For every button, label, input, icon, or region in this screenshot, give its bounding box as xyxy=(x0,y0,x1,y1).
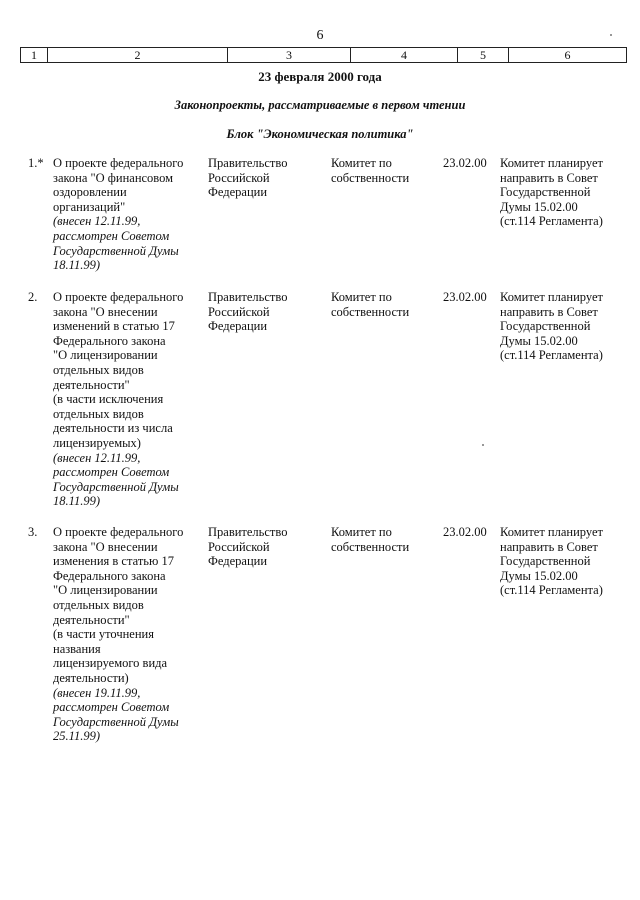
bill-title-line: названия xyxy=(53,641,101,656)
committee-line: Комитет по xyxy=(331,156,392,170)
section-heading: Законопроекты, рассматриваемые в первом чтении xyxy=(174,98,466,112)
bill-author xyxy=(208,525,328,569)
committee-line: собственности xyxy=(331,539,410,554)
column-number-3: 3 xyxy=(228,48,351,62)
author-line: Российской xyxy=(208,304,270,319)
author-line: Правительство xyxy=(208,290,288,304)
committee-action xyxy=(500,525,625,598)
action-line: Думы 15.02.00 xyxy=(500,568,578,583)
bill-title-line: О проекте федерального xyxy=(53,290,184,304)
bill-title-line: лицензируемых) xyxy=(53,435,141,450)
column-number-6: 6 xyxy=(564,48,571,62)
bill-note-line: (внесен 19.11.99, xyxy=(53,685,141,700)
action-line: (ст.114 Регламента) xyxy=(500,583,603,598)
column-number-header xyxy=(20,47,627,63)
committee-line: Комитет по xyxy=(331,525,392,539)
bill-title-line: отдельных видов xyxy=(53,406,144,421)
author-line: Федерации xyxy=(208,185,268,200)
bill-title-line: деятельности" xyxy=(53,377,130,392)
bill-title-line: "О лицензировании xyxy=(53,348,158,363)
bill-title-line: Федерального закона xyxy=(53,568,166,583)
author-line: Федерации xyxy=(208,554,268,569)
consideration-date: 23.02.00 xyxy=(443,525,487,539)
bill-title-line: закона "О финансовом xyxy=(53,170,174,185)
author-line: Федерации xyxy=(208,319,268,334)
bill-title xyxy=(53,290,203,509)
bill-note-line: Государственной Думы xyxy=(53,714,179,729)
column-number-5: 5 xyxy=(458,48,509,62)
bill-note-line: рассмотрен Советом xyxy=(53,700,170,715)
bill-title-line: отдельных видов xyxy=(53,362,144,377)
column-number-2: 2 xyxy=(48,48,228,62)
bill-author xyxy=(208,156,328,200)
bill-note-line: Государственной Думы xyxy=(53,243,179,258)
date-heading: 23 февраля 2000 года xyxy=(258,69,382,84)
scan-speck xyxy=(482,444,484,446)
bill-title-line: изменений в статью 17 xyxy=(53,319,175,334)
action-line: Государственной xyxy=(500,185,591,200)
column-number-4: 4 xyxy=(351,48,458,62)
block-heading: Блок "Экономическая политика" xyxy=(226,127,414,141)
bill-title-line: О проекте федерального xyxy=(53,525,184,539)
bill-note-line: рассмотрен Советом xyxy=(53,228,170,243)
bill-title-line: О проекте федерального xyxy=(53,156,184,170)
bill-title-line: закона "О внесении xyxy=(53,539,158,554)
bill-title-line: оздоровлении xyxy=(53,185,127,200)
action-line: направить в Совет xyxy=(500,304,598,319)
responsible-committee xyxy=(331,525,441,554)
column-number-1: 1 xyxy=(21,48,48,62)
author-line: Российской xyxy=(208,539,270,554)
bill-note-line: (внесен 12.11.99, xyxy=(53,450,141,465)
bill-author xyxy=(208,290,328,334)
scan-speck xyxy=(610,34,612,36)
bill-note-line: Государственной Думы xyxy=(53,479,179,494)
action-line: Государственной xyxy=(500,319,591,334)
row-number: 3. xyxy=(28,525,38,539)
author-line: Правительство xyxy=(208,156,288,170)
action-line: направить в Совет xyxy=(500,539,598,554)
action-line: Комитет планирует xyxy=(500,290,603,304)
action-line: направить в Совет xyxy=(500,170,598,185)
committee-line: собственности xyxy=(331,304,410,319)
page-number: 6 xyxy=(316,28,324,43)
author-line: Российской xyxy=(208,170,270,185)
bill-title-line: лицензируемого вида xyxy=(53,656,168,671)
bill-title-line: отдельных видов xyxy=(53,597,144,612)
bill-title-line: деятельности" xyxy=(53,612,130,627)
bill-title-line: деятельности) xyxy=(53,670,129,685)
responsible-committee xyxy=(331,290,441,319)
bill-title-line: закона "О внесении xyxy=(53,304,158,319)
bill-note-line: (внесен 12.11.99, xyxy=(53,214,141,229)
bill-title xyxy=(53,525,203,744)
bill-note-line: 18.11.99) xyxy=(53,494,100,509)
committee-action xyxy=(500,156,625,229)
bill-title-line: (в части исключения xyxy=(53,392,164,407)
action-line: Думы 15.02.00 xyxy=(500,333,578,348)
committee-action xyxy=(500,290,625,363)
action-line: Думы 15.02.00 xyxy=(500,199,578,214)
bill-title-line: (в части уточнения xyxy=(53,627,154,642)
bill-title-line: организаций" xyxy=(53,199,126,214)
bill-note-line: 25.11.99) xyxy=(53,729,100,744)
consideration-date: 23.02.00 xyxy=(443,290,487,304)
action-line: (ст.114 Регламента) xyxy=(500,214,603,229)
bill-note-line: рассмотрен Советом xyxy=(53,465,170,480)
row-number: 2. xyxy=(28,290,38,304)
responsible-committee xyxy=(331,156,441,185)
author-line: Правительство xyxy=(208,525,288,539)
action-line: Государственной xyxy=(500,554,591,569)
consideration-date: 23.02.00 xyxy=(443,156,487,170)
action-line: (ст.114 Регламента) xyxy=(500,348,603,363)
bill-title xyxy=(53,156,203,273)
action-line: Комитет планирует xyxy=(500,156,603,170)
action-line: Комитет планирует xyxy=(500,525,603,539)
committee-line: Комитет по xyxy=(331,290,392,304)
bill-title-line: Федерального закона xyxy=(53,333,166,348)
bill-title-line: "О лицензировании xyxy=(53,583,158,598)
row-number: 1.* xyxy=(28,156,44,170)
bill-title-line: изменения в статью 17 xyxy=(53,554,174,569)
bill-title-line: деятельности из числа xyxy=(53,421,173,436)
bill-note-line: 18.11.99) xyxy=(53,258,100,273)
committee-line: собственности xyxy=(331,170,410,185)
